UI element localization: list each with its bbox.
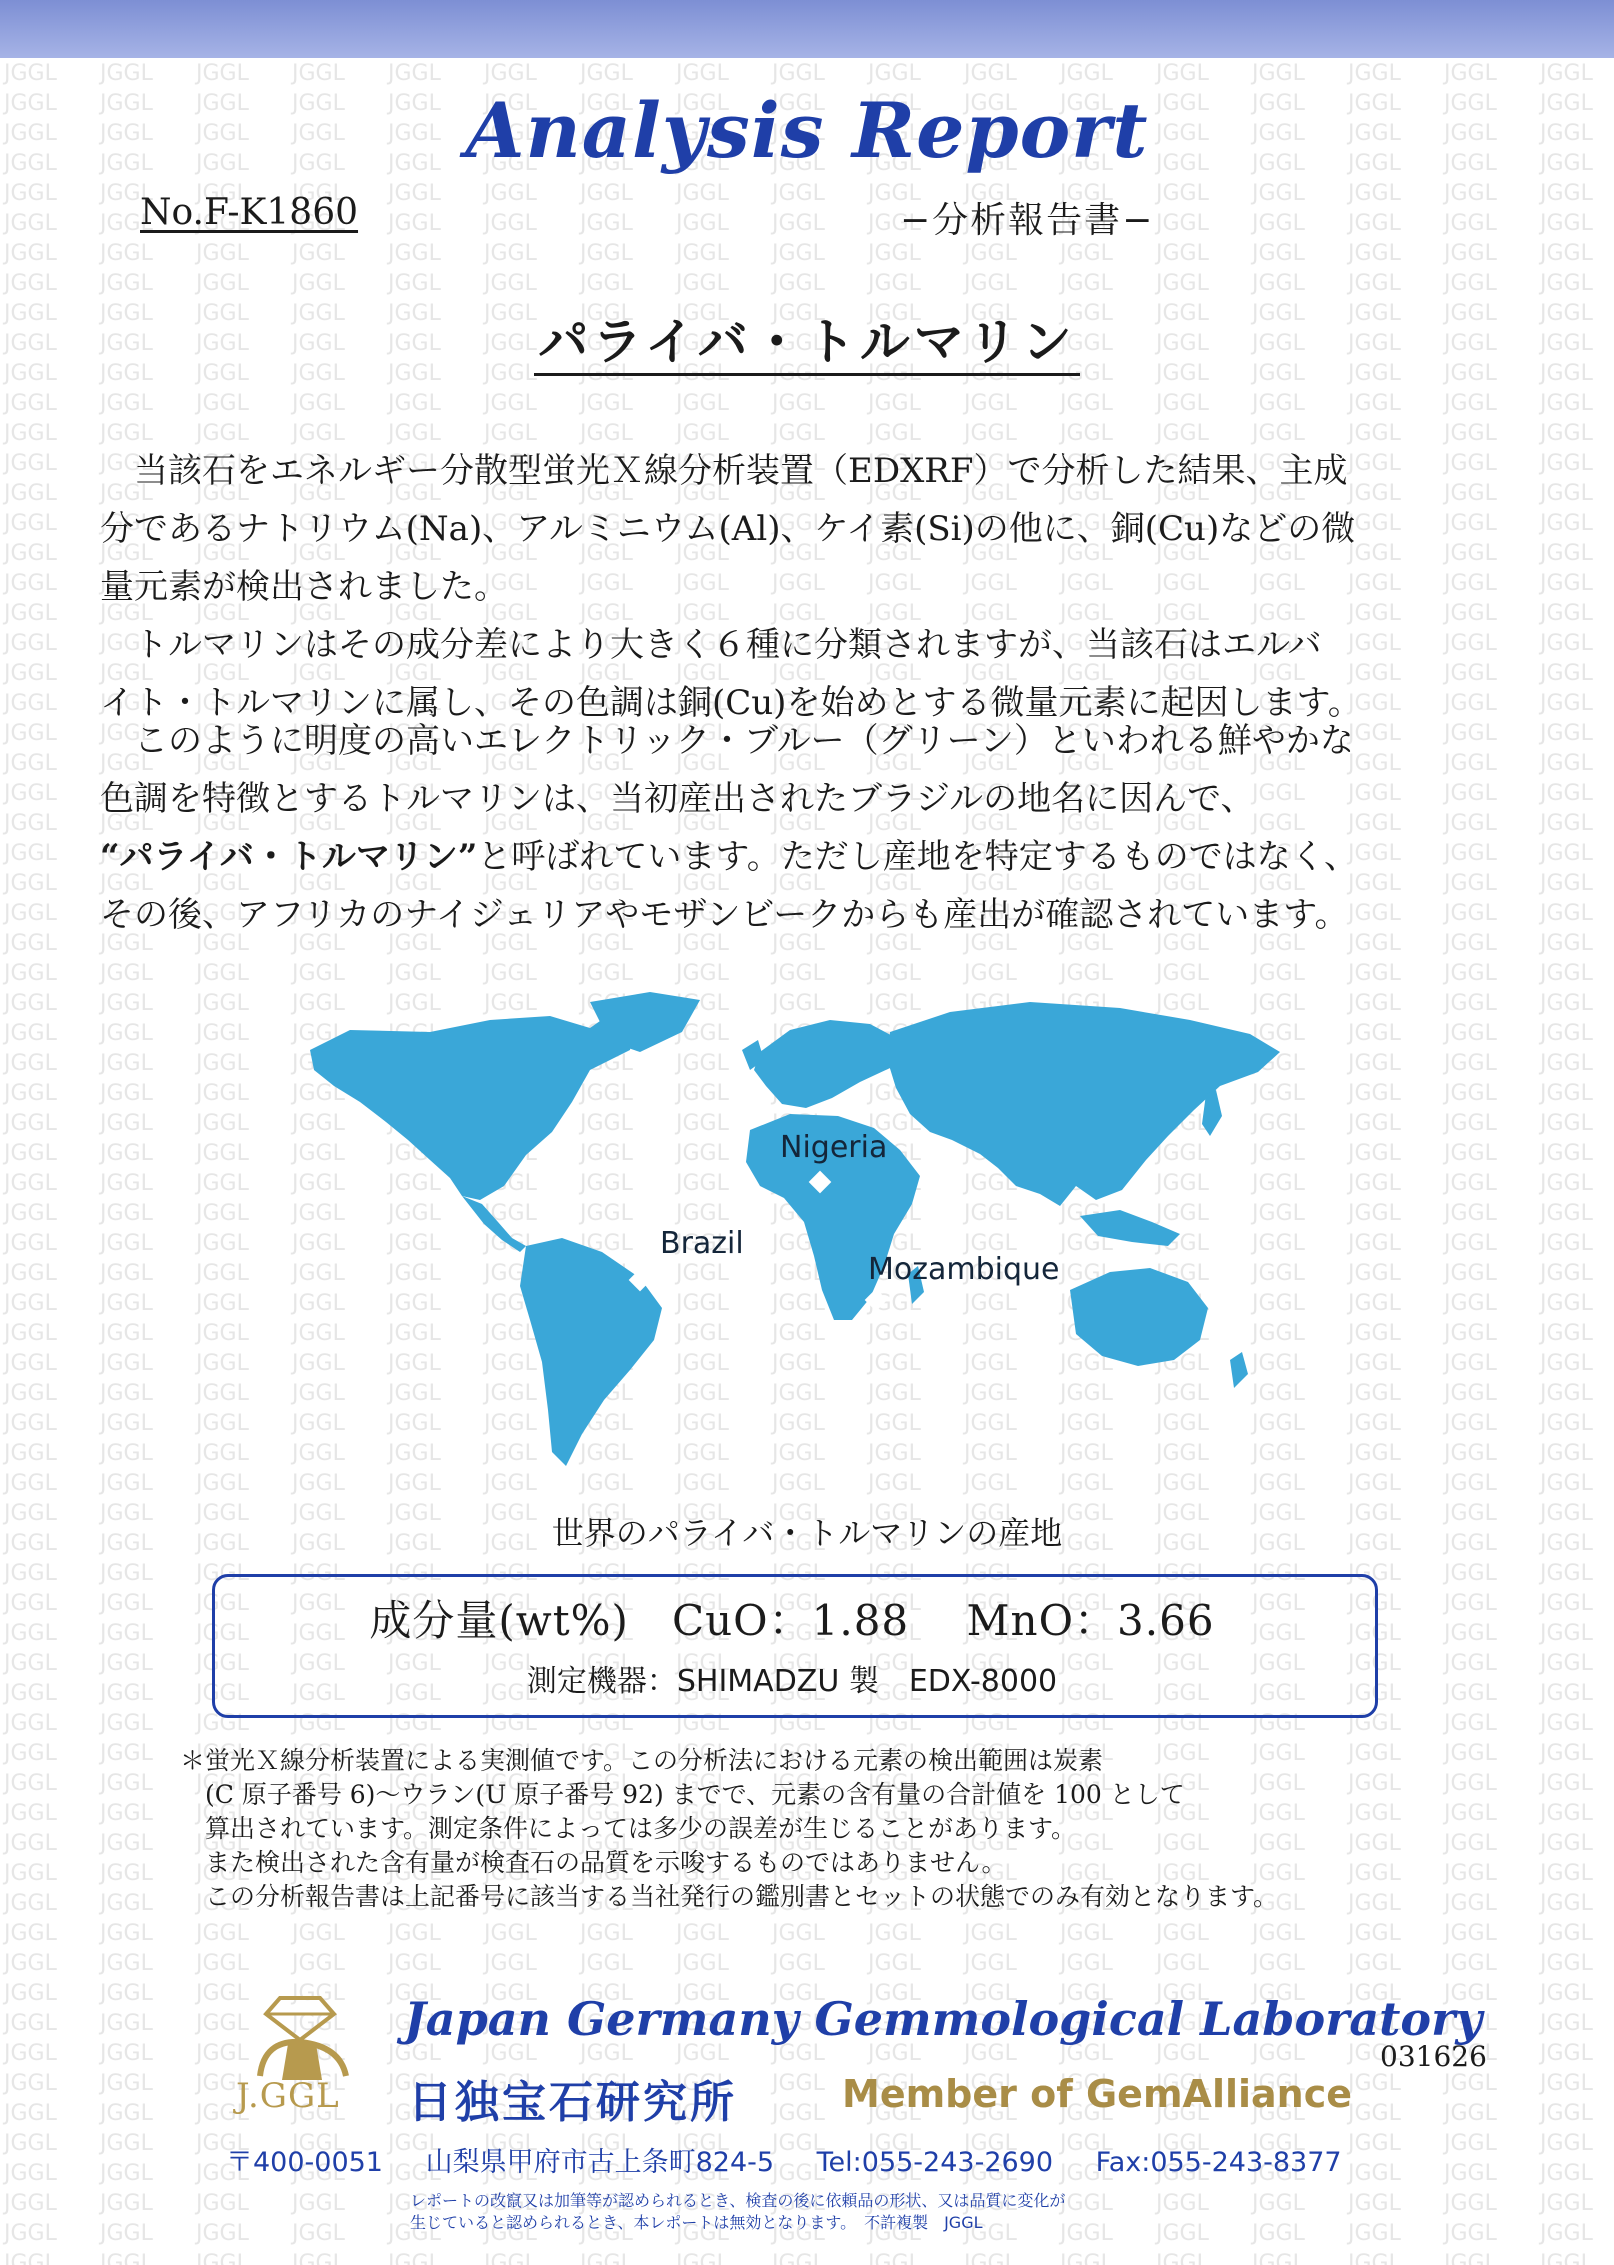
paragraph-3-line-1: このように明度の高いエレクトリック・ブルー（グリーン）といわれる鮮やかな: [100, 721, 1354, 761]
paragraph-1-line-3: 量元素が検出されました。: [100, 567, 508, 607]
gem-alliance-membership: Member of GemAlliance: [842, 2072, 1353, 2116]
telephone: Tel:055-243-2690: [816, 2147, 1054, 2178]
disclaimer-line-1: レポートの改竄又は加筆等が認められるとき、検査の後に依頼品の形状、又は品質に変化が: [410, 2191, 1066, 2210]
australia-shape: [1070, 1268, 1208, 1366]
gem-name: [0, 302, 1614, 374]
instrument-info: 測定機器：SHIMADZU 製 EDX-8000: [526, 1664, 1058, 1699]
lab-name-english: Japan Germany Gemmological Laboratory: [404, 1992, 1483, 2046]
map-label-mozambique: Mozambique: [868, 1252, 1060, 1287]
postal-code: 〒400-0051: [226, 2147, 383, 2178]
report-number: No.F-K1860: [140, 192, 359, 233]
north-america-shape: [310, 1014, 635, 1200]
note-line-2: (C 原子番号 6)～ウラン(U 原子番号 92) までで、元素の含有量の合計値を 100 として: [180, 1780, 1185, 1809]
world-map-graphic: [290, 990, 1290, 1480]
europe-shape: [754, 1020, 900, 1108]
logo-text: J.GGL: [236, 2076, 340, 2116]
central-america-shape: [462, 1196, 526, 1252]
note-line-4: また検出された含有量が検査石の品質を示唆するものではありません。: [180, 1848, 1007, 1877]
asia-shape: [888, 1002, 1280, 1206]
report-title: Analysis Report: [465, 86, 1149, 175]
top-color-band: [0, 0, 1614, 58]
southeast-asia-islands-shape: [1080, 1210, 1180, 1246]
world-map: [290, 990, 1290, 1480]
mno-value: MnO：3.66: [966, 1596, 1215, 1645]
map-caption: 世界のパライバ・トルマリンの産地: [551, 1514, 1063, 1552]
paragraph-3-line-3: [100, 828, 1480, 886]
paragraph-2-line-2: イト・トルマリンに属し、その色調は銅(Cu)を始めとする微量元素に起因します。: [100, 683, 1362, 723]
map-label-nigeria: Nigeria: [780, 1130, 888, 1165]
composition-label: 成分量(wt%): [369, 1596, 629, 1645]
paragraph-3: [100, 712, 1480, 944]
report-subtitle: −分析報告書−: [900, 200, 1155, 241]
composition-values: [212, 1588, 1372, 1648]
disclaimer-line-2: 生じていると認められるとき、本レポートは無効となります。 不許複製 JGGL: [410, 2213, 983, 2232]
disclaimer: [410, 2190, 1065, 2234]
paragraph-3-line-2: 色調を特徴とするトルマリンは、当初産出されたブラジルの地名に因んで、: [100, 779, 1255, 819]
new-zealand-shape: [1230, 1352, 1248, 1388]
paragraph-1-line-2: 分であるナトリウム(Na)、アルミニウム(Al)、ケイ素(Si)の他に、銅(Cu)などの微: [100, 509, 1356, 549]
map-label-brazil: Brazil: [660, 1226, 744, 1261]
lab-contact: [226, 2140, 1376, 2179]
paragraph-3-line-3-rest: と呼ばれています。ただし産地を特定するものではなく、: [477, 837, 1359, 877]
note-line-1: ＊蛍光Ｘ線分析装置による実測値です。この分析法における元素の検出範囲は炭素: [180, 1746, 1104, 1775]
certificate-number: 031626: [1380, 2040, 1487, 2073]
land-masses: [310, 992, 1280, 1466]
fax: Fax:055-243-8377: [1095, 2147, 1342, 2178]
jggl-logo: [230, 1980, 380, 2120]
cuo-value: CuO：1.88: [672, 1596, 910, 1645]
paraiba-term: “パライバ・トルマリン”: [100, 837, 478, 877]
gem-name-text: パライバ・トルマリン: [534, 312, 1080, 376]
lab-name-japanese: 日独宝石研究所: [408, 2077, 737, 2128]
paragraph-3-line-4: その後、アフリカのナイジェリアやモザンビークからも産出が確認されています。: [100, 895, 1349, 935]
paragraph-1: [100, 442, 1480, 616]
paragraph-2-line-1: トルマリンはその成分差により大きく６種に分類されますが、当該石はエルバ: [100, 625, 1322, 665]
street-address: 山梨県甲府市古上条町824-5: [425, 2147, 775, 2178]
note-line-5: この分析報告書は上記番号に該当する当社発行の鑑別書とセットの状態でのみ有効となります。: [180, 1882, 1279, 1911]
notes-section: [180, 1744, 1480, 1914]
paragraph-1-line-1: 当該石をエネルギー分散型蛍光Ｘ線分析装置（EDXRF）で分析した結果、主成: [100, 451, 1348, 491]
note-line-3: 算出されています。測定条件によっては多少の誤差が生じることがあります。: [180, 1814, 1077, 1843]
